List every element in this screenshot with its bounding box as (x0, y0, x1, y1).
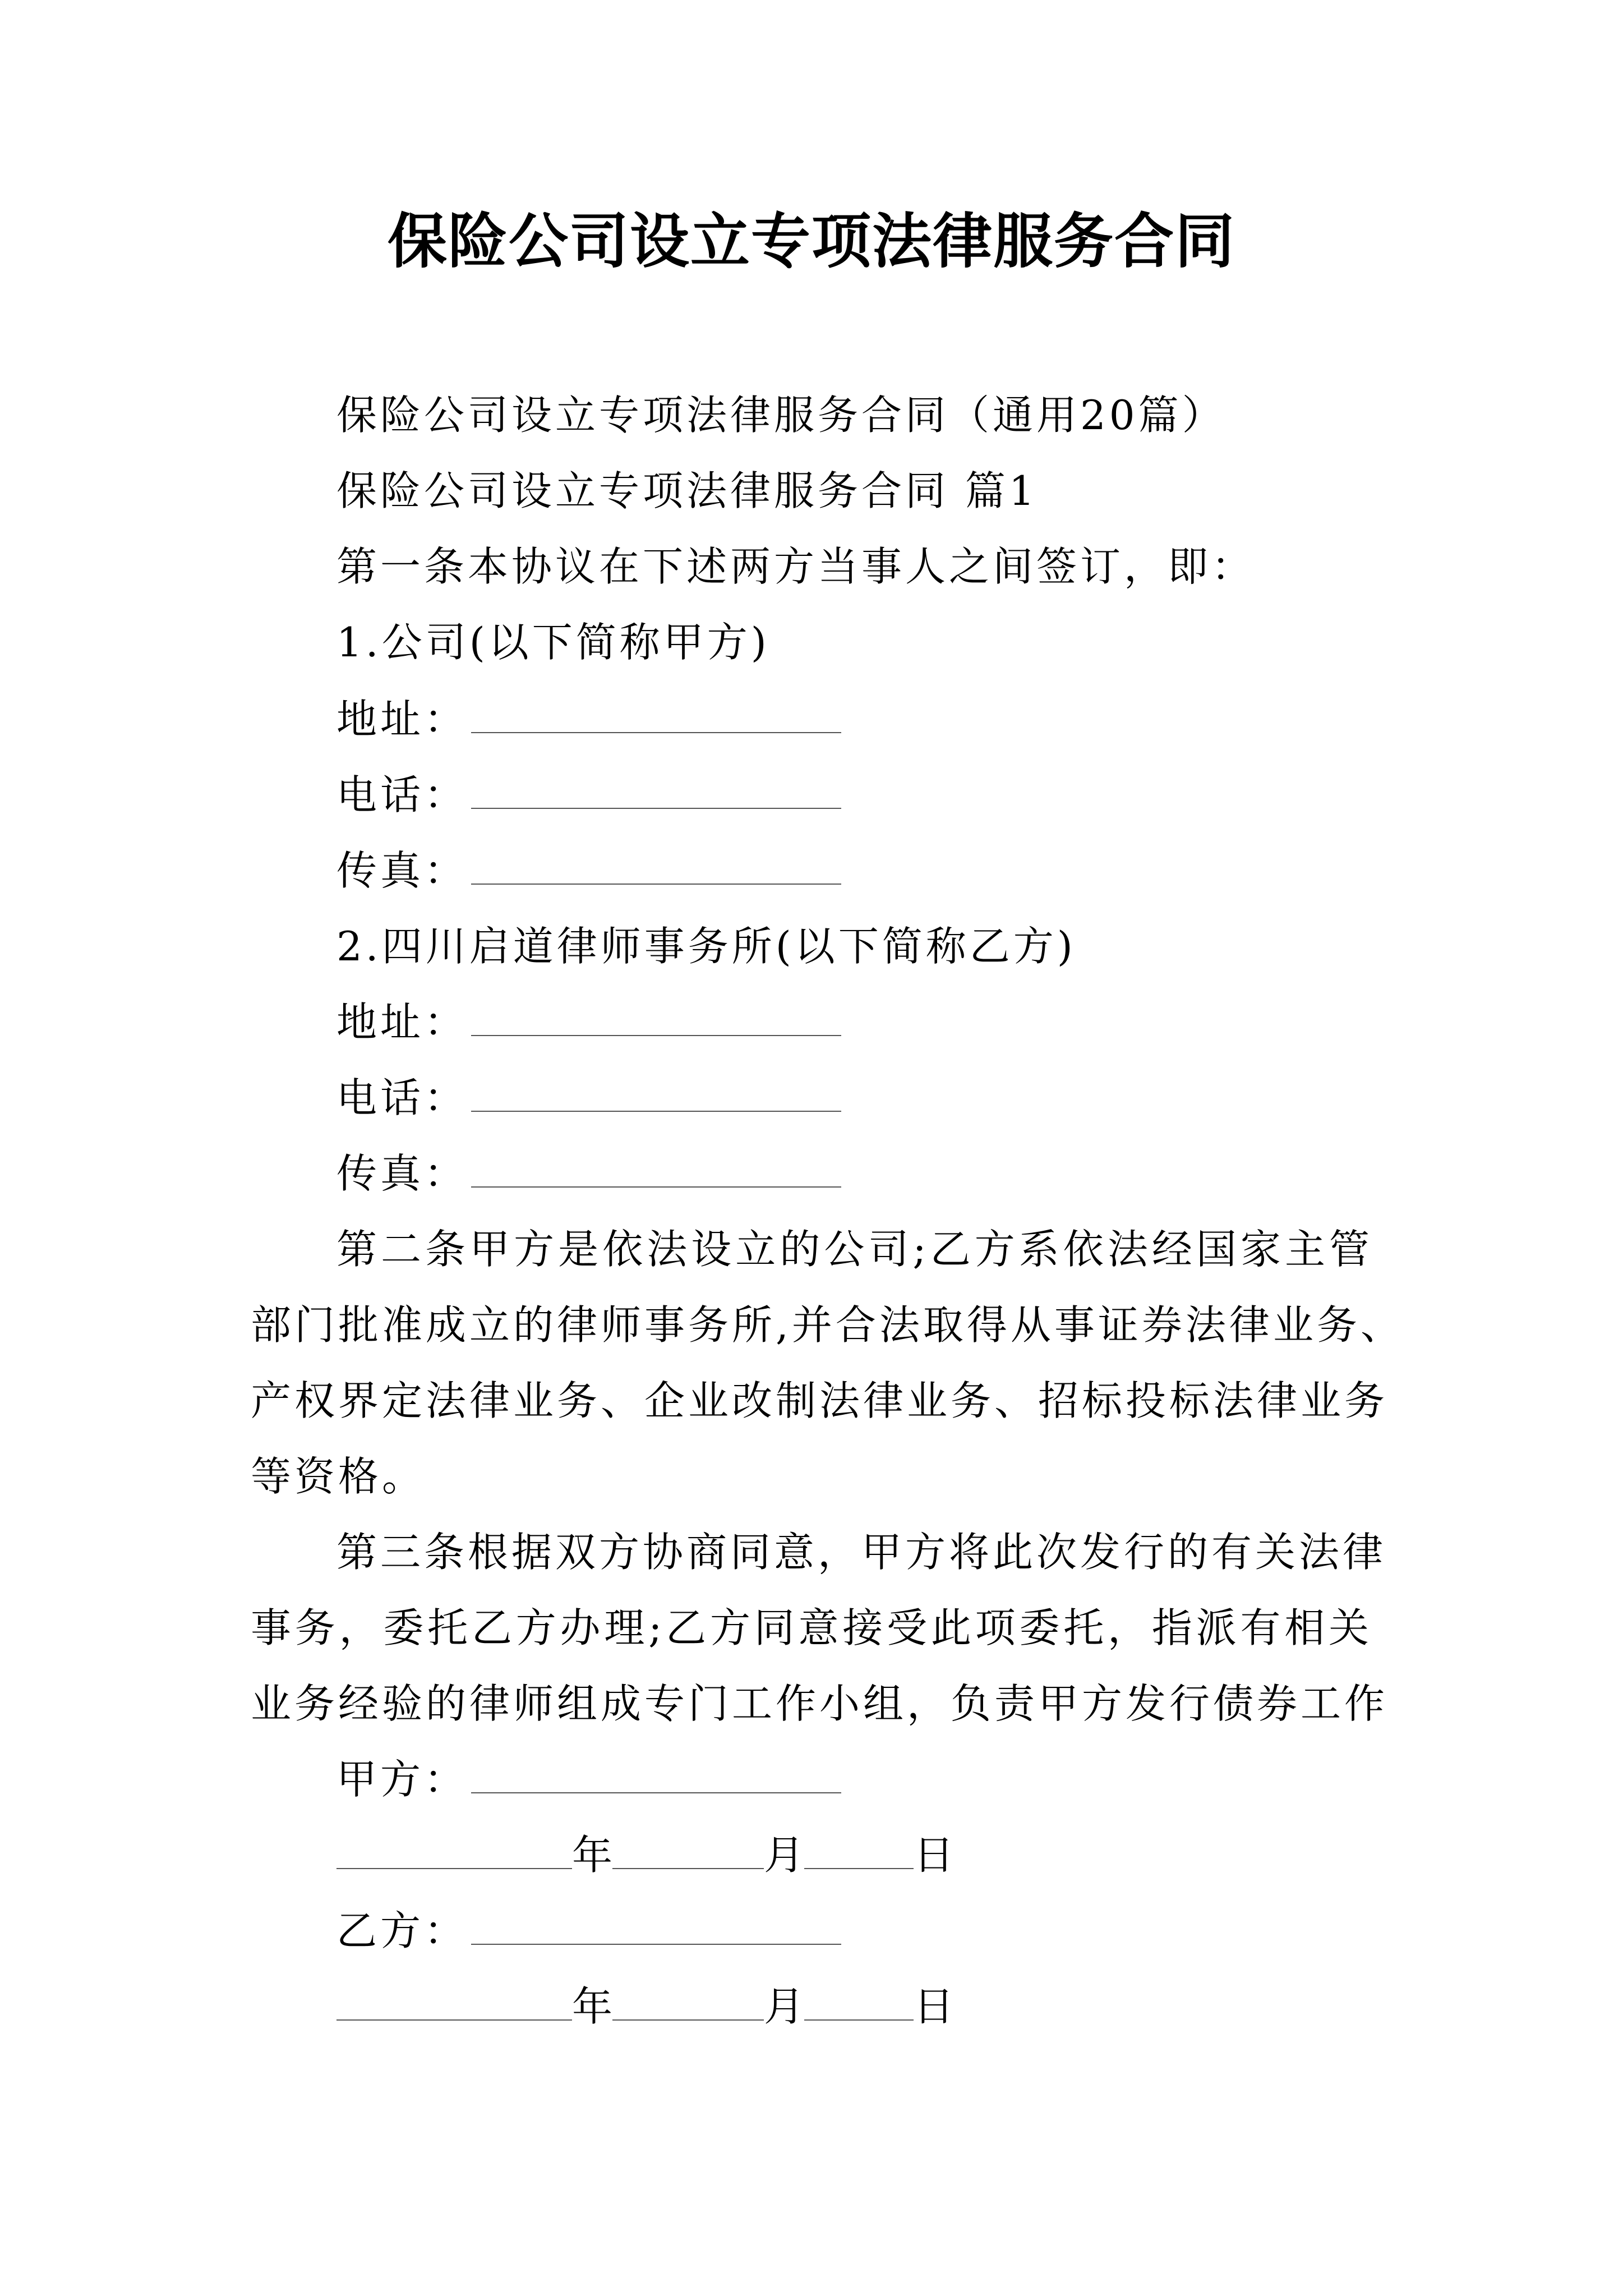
phone-label: 电话： (336, 771, 468, 818)
month-blank-field[interactable] (612, 1829, 764, 1869)
party-a-name: 1.公司(以下简称甲方) (336, 619, 770, 666)
party-a-label: 甲方： (336, 1756, 468, 1803)
party-a-fax (336, 843, 841, 899)
year-blank-field[interactable] (336, 1980, 572, 2021)
article2-line: 第二条甲方是依法设立的公司;乙方系依法经国家主管 (336, 1226, 1373, 1273)
article2-line: 等资格。 (251, 1453, 426, 1500)
phone-blank-field[interactable] (471, 769, 841, 809)
fax-label: 传真： (336, 847, 468, 894)
party-a-signature-field[interactable] (471, 1753, 841, 1793)
party-b-address (336, 994, 841, 1050)
phone-blank-field[interactable] (471, 1071, 841, 1112)
article2-line: 产权界定法律业务、企业改制法律业务、招标投标法律业务 (251, 1377, 1389, 1424)
party-a-address (336, 691, 841, 747)
month-label: 月 (764, 1832, 805, 1879)
month-label: 月 (764, 1983, 805, 2030)
party-b-phone (336, 1070, 841, 1126)
day-blank-field[interactable] (804, 1980, 914, 2021)
document-subtitle: 保险公司设立专项法律服务合同（通用20篇） (336, 392, 1226, 439)
document-title: 保险公司设立专项法律服务合同 (388, 206, 1235, 276)
party-b-date (336, 1978, 954, 2035)
party-b-label: 乙方： (336, 1907, 468, 1954)
day-label: 日 (914, 1832, 955, 1879)
year-label: 年 (572, 1832, 613, 1879)
article3-line: 事务，委托乙方办理;乙方同意接受此项委托，指派有相关 (251, 1604, 1372, 1651)
address-blank-field[interactable] (471, 996, 841, 1036)
party-a-signature (336, 1751, 841, 1807)
address-label: 地址： (336, 696, 468, 743)
party-b-name: 2.四川启道律师事务所(以下简称乙方) (336, 923, 1076, 970)
fax-label: 传真： (336, 1150, 468, 1197)
phone-label: 电话： (336, 1074, 468, 1121)
address-blank-field[interactable] (471, 693, 841, 733)
party-a-date (336, 1827, 954, 1883)
year-blank-field[interactable] (336, 1829, 572, 1869)
party-b-signature (336, 1903, 841, 1959)
fax-blank-field[interactable] (471, 844, 841, 885)
article1-intro: 第一条本协议在下述两方当事人之间签订，即： (336, 543, 1256, 590)
day-blank-field[interactable] (804, 1829, 914, 1869)
fax-blank-field[interactable] (471, 1147, 841, 1188)
party-a-phone (336, 767, 841, 823)
address-label: 地址： (336, 999, 468, 1046)
party-b-fax (336, 1145, 841, 1202)
article3-line: 业务经验的律师组成专门工作小组，负责甲方发行债券工作 (251, 1680, 1389, 1727)
month-blank-field[interactable] (612, 1980, 764, 2021)
party-b-signature-field[interactable] (471, 1904, 841, 1945)
article3-line: 第三条根据双方协商同意，甲方将此次发行的有关法律 (336, 1529, 1387, 1576)
year-label: 年 (572, 1983, 613, 2030)
section-heading: 保险公司设立专项法律服务合同 篇1 (336, 467, 1038, 514)
day-label: 日 (914, 1983, 955, 2030)
article2-line: 部门批准成立的律师事务所,并合法取得从事证券法律业务、 (251, 1301, 1404, 1349)
